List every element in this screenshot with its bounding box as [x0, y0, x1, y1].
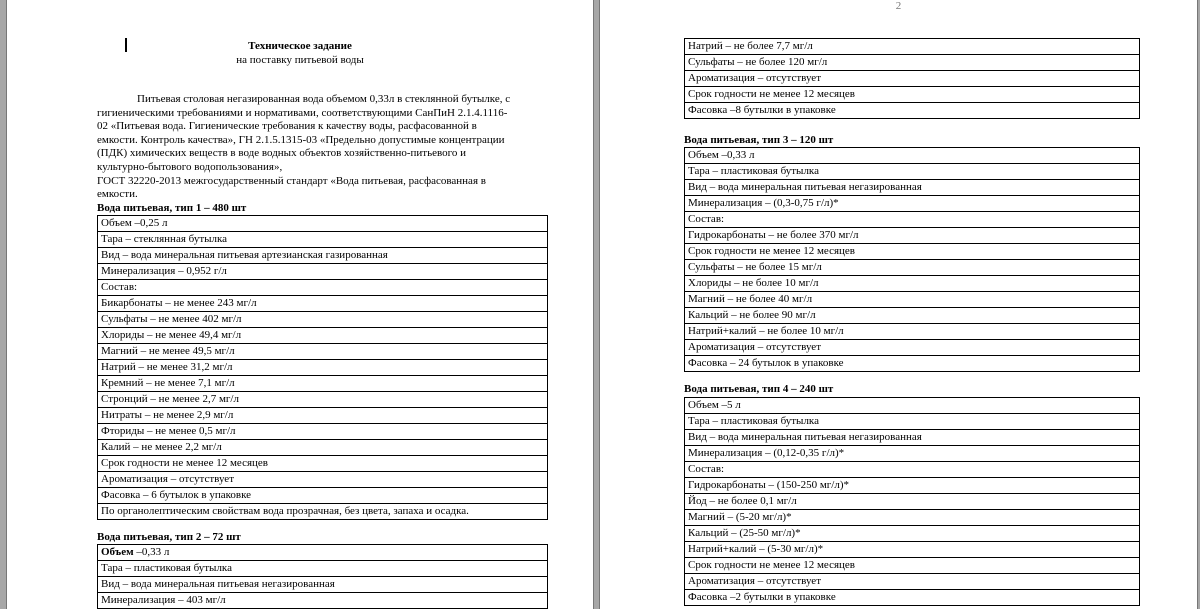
table-cell: Натрий+калий – не более 10 мг/л — [685, 324, 1140, 340]
table-row — [98, 376, 548, 392]
table-row — [685, 87, 1140, 103]
intro-line: гигиеническими требованиями и нормативами, соответствующими СанПиН 2.1.4.1116- — [97, 106, 508, 119]
intro-line: 02 «Питьевая вода. Гигиенические требования к качеству воды, расфасованной в — [97, 120, 477, 133]
table-row — [98, 408, 548, 424]
table-row — [98, 328, 548, 344]
table-cell: Объем –0,25 л — [98, 216, 548, 232]
spec-table-type1 — [97, 215, 548, 520]
table-cell: Объем –0,33 л — [98, 545, 548, 561]
table-cell: Вид – вода минеральная питьевая негазированная — [685, 430, 1140, 446]
table-row — [98, 593, 548, 609]
table-cell: Состав: — [685, 462, 1140, 478]
table-cell: Тара – пластиковая бутылка — [98, 561, 548, 577]
intro-line: ГОСТ 32220-2013 межгосударственный стандарт «Вода питьевая, расфасованная в — [97, 174, 486, 187]
table-cell: Тара – пластиковая бутылка — [685, 164, 1140, 180]
table-row — [685, 260, 1140, 276]
table-row — [685, 526, 1140, 542]
document-page-2 — [599, 0, 1198, 609]
table-cell: Минерализация – 403 мг/л — [98, 593, 548, 609]
table-cell: Вид – вода минеральная питьевая негазированная — [98, 577, 548, 593]
table-cell: Фасовка – 6 бутылок в упаковке — [98, 488, 548, 504]
table-row — [685, 39, 1140, 55]
table-cell: Натрий+калий – (5-30 мг/л)* — [685, 542, 1140, 558]
table-cell: Ароматизация – отсутствует — [685, 340, 1140, 356]
table-row — [98, 296, 548, 312]
table-row — [685, 340, 1140, 356]
table-cell: Сульфаты – не более 120 мг/л — [685, 55, 1140, 71]
table-row — [685, 276, 1140, 292]
section-heading-type3: Вода питьевая, тип 3 – 120 шт — [684, 134, 834, 146]
table-cell: Натрий – не более 7,7 мг/л — [685, 39, 1140, 55]
table-row — [98, 248, 548, 264]
table-cell: Стронций – не менее 2,7 мг/л — [98, 392, 548, 408]
table-cell: Нитраты – не менее 2,9 мг/л — [98, 408, 548, 424]
table-row — [98, 424, 548, 440]
table-cell: Состав: — [685, 212, 1140, 228]
table-cell: Ароматизация – отсутствует — [98, 472, 548, 488]
table-cell: Хлориды – не менее 49,4 мг/л — [98, 328, 548, 344]
table-cell: Калий – не менее 2,2 мг/л — [98, 440, 548, 456]
table-row — [685, 164, 1140, 180]
table-row — [685, 414, 1140, 430]
document-title: Техническое задание — [248, 40, 352, 52]
intro-line: (ПДК) химических веществ в воде водных объектов хозяйственно-питьевого и — [97, 147, 466, 160]
table-row — [98, 504, 548, 520]
table-row — [98, 488, 548, 504]
table-cell: Фториды – не менее 0,5 мг/л — [98, 424, 548, 440]
table-row — [98, 360, 548, 376]
table-row — [98, 561, 548, 577]
table-cell: Бикарбонаты – не менее 243 мг/л — [98, 296, 548, 312]
table-row — [685, 478, 1140, 494]
table-cell: Срок годности не менее 12 месяцев — [685, 244, 1140, 260]
table-row — [685, 446, 1140, 462]
document-subtitle: на поставку питьевой воды — [236, 54, 364, 66]
table-row — [685, 542, 1140, 558]
table-cell: Кальций – не более 90 мг/л — [685, 308, 1140, 324]
table-cell: Минерализация – (0,3-0,75 г/л)* — [685, 196, 1140, 212]
table-cell: Ароматизация – отсутствует — [685, 574, 1140, 590]
table-cell: Натрий – не менее 31,2 мг/л — [98, 360, 548, 376]
intro-line: культурно-бытового водопользования», — [97, 160, 283, 173]
table-cell: Фасовка – 24 бутылок в упаковке — [685, 356, 1140, 372]
table-row — [685, 558, 1140, 574]
table-cell: Минерализация – (0,12-0,35 г/л)* — [685, 446, 1140, 462]
table-row — [685, 103, 1140, 119]
table-row — [685, 462, 1140, 478]
table-row — [98, 577, 548, 593]
section-heading-type1: Вода питьевая, тип 1 – 480 шт — [97, 202, 247, 214]
table-row — [685, 324, 1140, 340]
table-cell: Сульфаты – не более 15 мг/л — [685, 260, 1140, 276]
table-row — [98, 392, 548, 408]
table-cell: По органолептическим свойствам вода прозрачная, без цвета, запаха и осадка. — [98, 504, 548, 520]
table-row — [98, 472, 548, 488]
table-row — [98, 280, 548, 296]
table-row — [98, 232, 548, 248]
spec-table-type2-continued — [684, 38, 1140, 119]
table-row — [685, 196, 1140, 212]
table-cell: Вид – вода минеральная питьевая негазированная — [685, 180, 1140, 196]
table-row — [685, 510, 1140, 526]
table-row — [98, 312, 548, 328]
table-cell: Гидрокарбонаты – не более 370 мг/л — [685, 228, 1140, 244]
spec-table-type4 — [684, 397, 1140, 606]
table-row — [685, 212, 1140, 228]
table-cell: Объем –5 л — [685, 398, 1140, 414]
table-row — [685, 55, 1140, 71]
table-cell: Йод – не более 0,1 мг/л — [685, 494, 1140, 510]
intro-line: емкости. Контроль качества», ГН 2.1.5.1315-03 «Предельно допустимые концентрации — [97, 133, 505, 146]
table-cell: Фасовка –2 бутылки в упаковке — [685, 590, 1140, 606]
table-row — [98, 456, 548, 472]
table-cell: Вид – вода минеральная питьевая артезианская газированная — [98, 248, 548, 264]
table-row — [98, 545, 548, 561]
table-cell: Минерализация – 0,952 г/л — [98, 264, 548, 280]
spec-table-type2 — [97, 544, 548, 609]
intro-paragraph — [97, 93, 547, 202]
table-row — [685, 180, 1140, 196]
table-cell: Срок годности не менее 12 месяцев — [685, 558, 1140, 574]
table-row — [685, 292, 1140, 308]
table-row — [685, 356, 1140, 372]
table-row — [685, 228, 1140, 244]
table-cell: Кальций – (25-50 мг/л)* — [685, 526, 1140, 542]
section-heading-type2: Вода питьевая, тип 2 – 72 шт — [97, 531, 241, 543]
spec-table-type3 — [684, 147, 1140, 372]
document-page-1 — [6, 0, 594, 609]
table-row — [685, 308, 1140, 324]
table-row — [685, 574, 1140, 590]
table-cell: Кремний – не менее 7,1 мг/л — [98, 376, 548, 392]
table-row — [685, 590, 1140, 606]
table-row — [685, 244, 1140, 260]
table-cell: Магний – не менее 49,5 мг/л — [98, 344, 548, 360]
table-row — [98, 344, 548, 360]
page-number: 2 — [895, 0, 902, 12]
table-row — [685, 494, 1140, 510]
intro-line: Питьевая столовая негазированная вода объемом 0,33л в стеклянной бутылке, с — [137, 93, 511, 105]
table-cell: Тара – пластиковая бутылка — [685, 414, 1140, 430]
table-cell: Хлориды – не более 10 мг/л — [685, 276, 1140, 292]
intro-line: емкости. — [97, 188, 138, 201]
table-cell: Магний – (5-20 мг/л)* — [685, 510, 1140, 526]
table-row — [685, 430, 1140, 446]
table-cell: Тара – стеклянная бутылка — [98, 232, 548, 248]
table-cell: Срок годности не менее 12 месяцев — [98, 456, 548, 472]
table-row — [98, 216, 548, 232]
table-cell: Ароматизация – отсутствует — [685, 71, 1140, 87]
table-cell: Объем –0,33 л — [685, 148, 1140, 164]
table-cell: Состав: — [98, 280, 548, 296]
table-cell: Сульфаты – не менее 402 мг/л — [98, 312, 548, 328]
section-heading-type4: Вода питьевая, тип 4 – 240 шт — [684, 383, 834, 395]
table-row — [98, 440, 548, 456]
table-row — [685, 148, 1140, 164]
table-row — [685, 398, 1140, 414]
table-row — [98, 264, 548, 280]
table-row — [685, 71, 1140, 87]
table-cell: Фасовка –8 бутылки в упаковке — [685, 103, 1140, 119]
table-cell: Магний – не более 40 мг/л — [685, 292, 1140, 308]
table-cell: Гидрокарбонаты – (150-250 мг/л)* — [685, 478, 1140, 494]
table-cell: Срок годности не менее 12 месяцев — [685, 87, 1140, 103]
